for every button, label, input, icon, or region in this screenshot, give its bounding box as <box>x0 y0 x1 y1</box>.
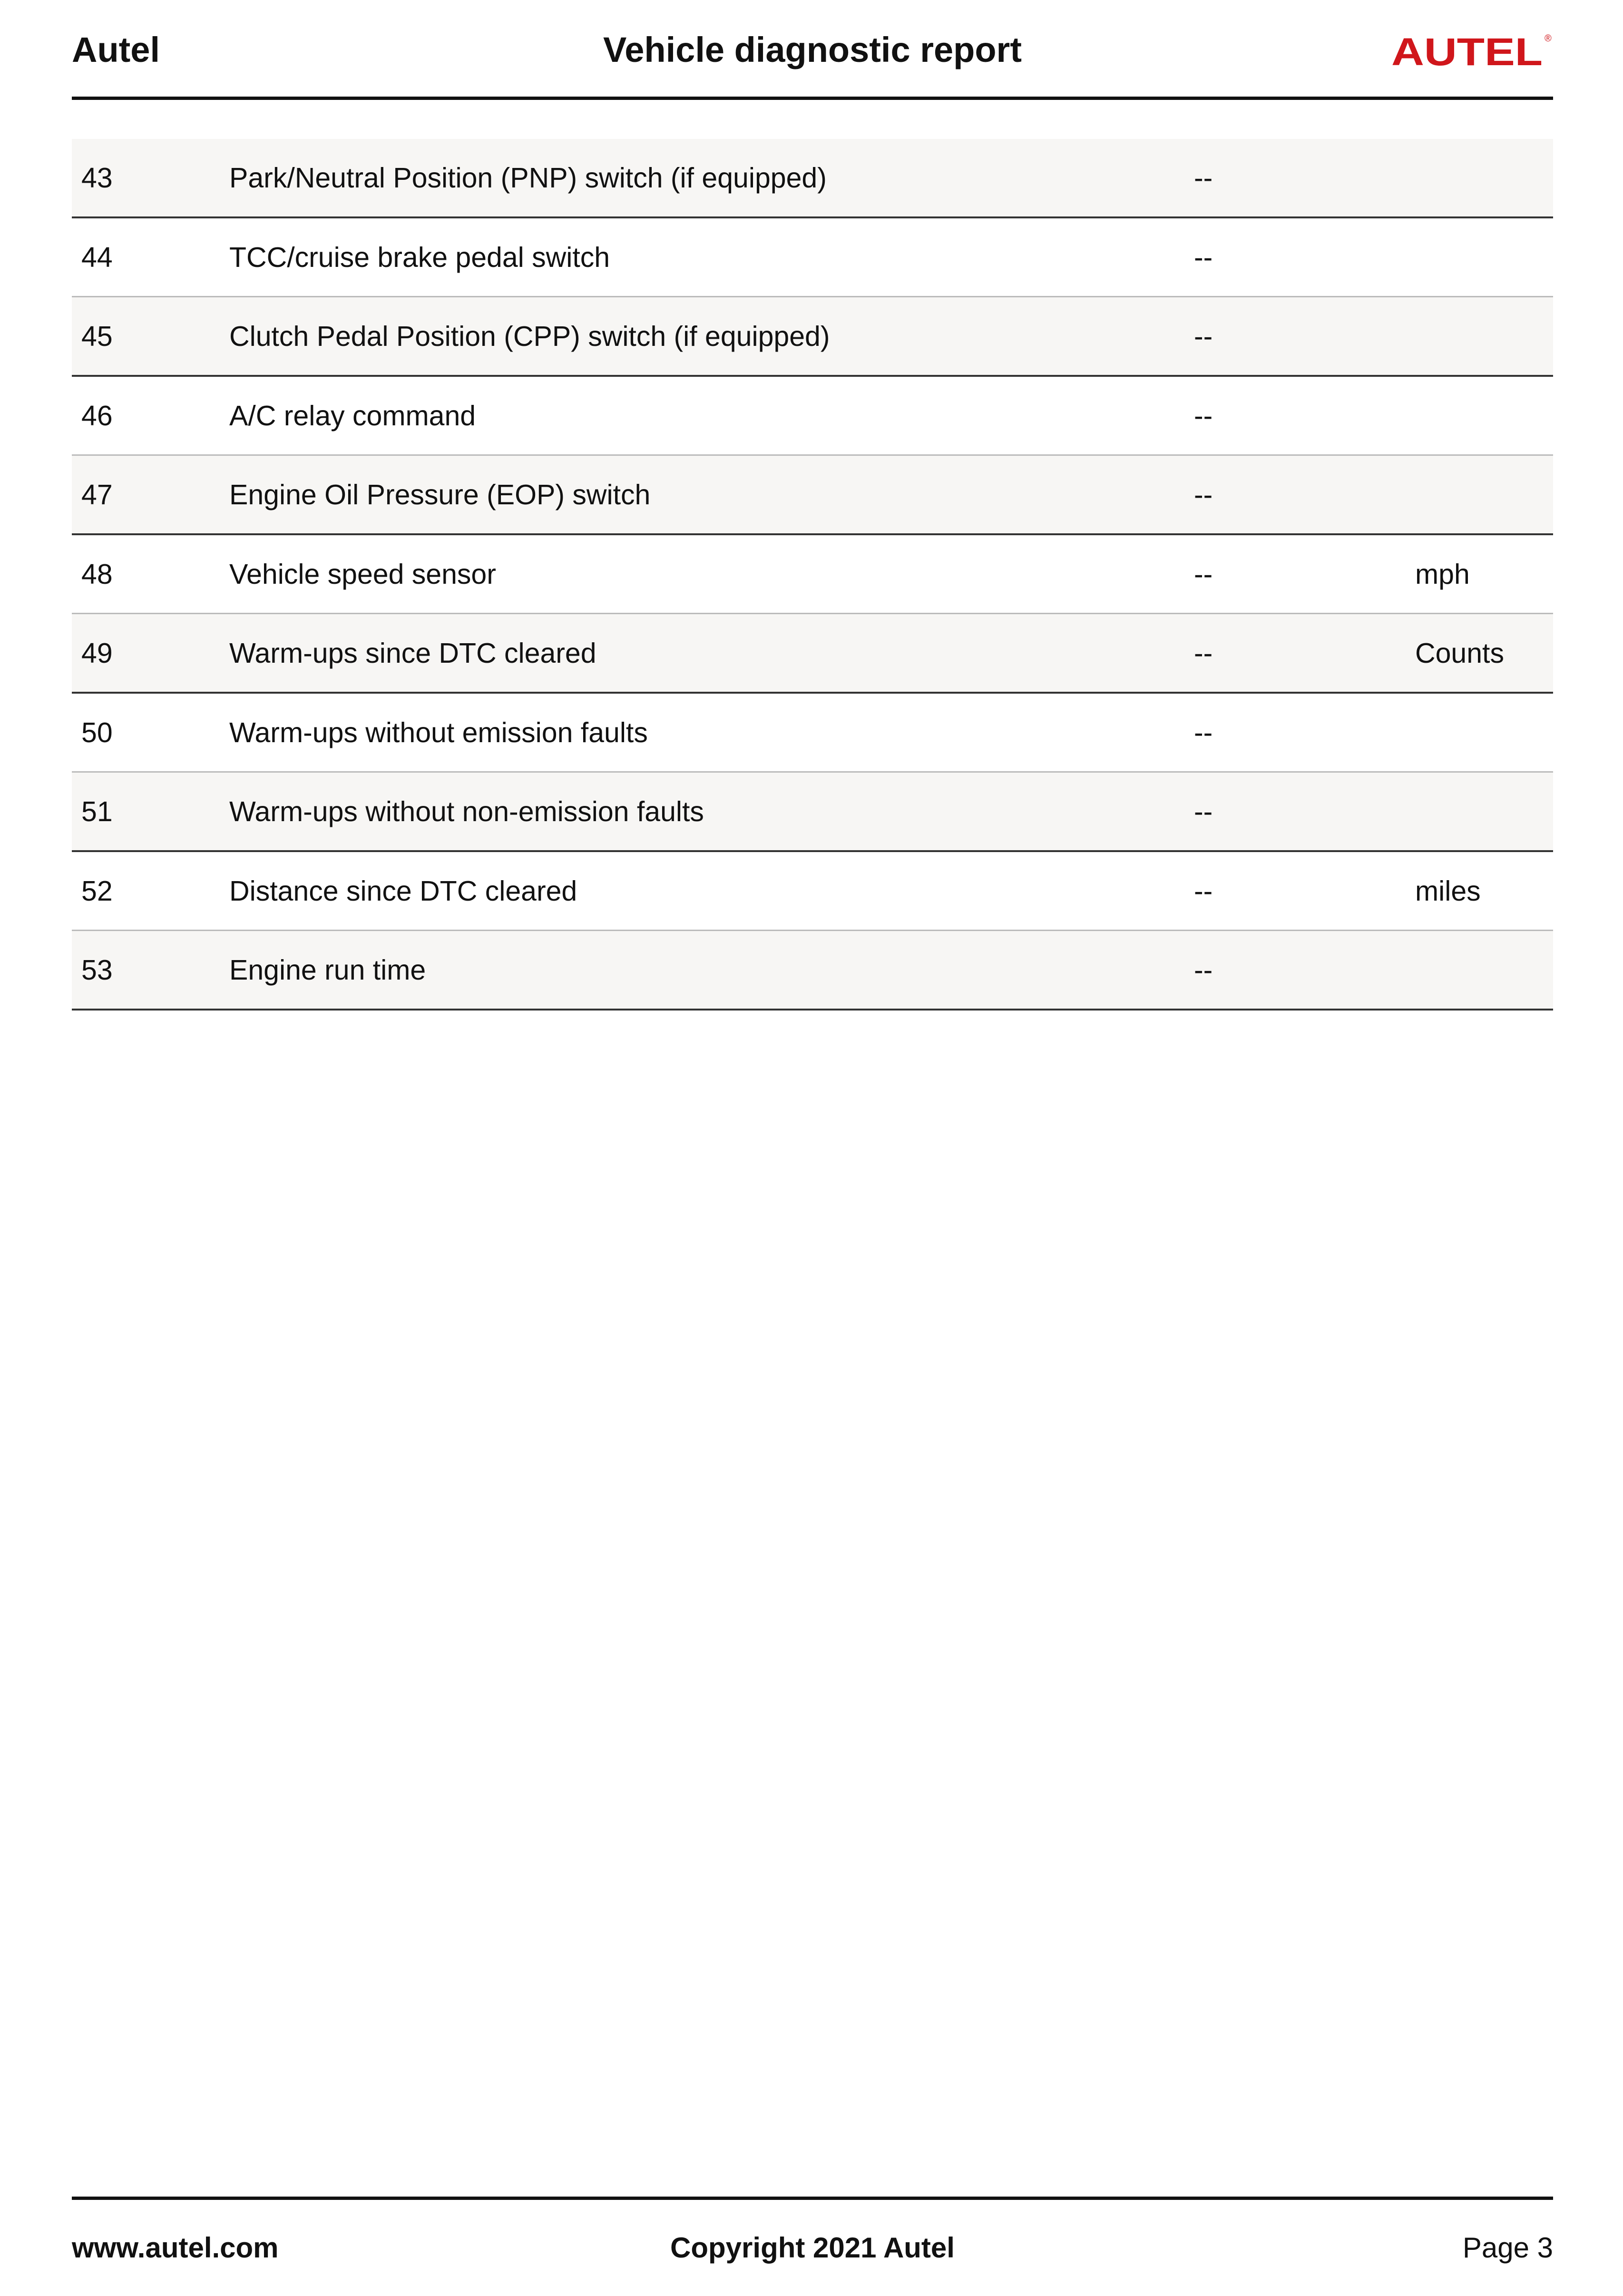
row-number: 52 <box>72 851 229 931</box>
table-row <box>72 693 1553 772</box>
parameter-unit <box>1415 772 1553 852</box>
table-row <box>72 851 1553 931</box>
parameter-unit <box>1415 931 1553 1010</box>
table-row <box>72 931 1553 1010</box>
parameter-name: Distance since DTC cleared <box>229 851 1194 931</box>
parameter-unit: mph <box>1415 534 1553 614</box>
parameter-value: -- <box>1194 772 1415 852</box>
page-number: Page 3 <box>1462 2232 1553 2264</box>
parameter-name: Vehicle speed sensor <box>229 534 1194 614</box>
parameter-name: Park/Neutral Position (PNP) switch (if equipped) <box>229 139 1194 217</box>
parameter-name: A/C relay command <box>229 376 1194 455</box>
parameter-value: -- <box>1194 534 1415 614</box>
parameter-value: -- <box>1194 931 1415 1010</box>
parameter-value: -- <box>1194 693 1415 772</box>
copyright: Copyright 2021 Autel <box>670 2232 955 2264</box>
parameter-value: -- <box>1194 376 1415 455</box>
parameter-value: -- <box>1194 139 1415 217</box>
parameter-unit: miles <box>1415 851 1553 931</box>
row-number: 44 <box>72 217 229 297</box>
row-number: 47 <box>72 455 229 535</box>
parameter-value: -- <box>1194 217 1415 297</box>
table-row <box>72 534 1553 614</box>
row-number: 43 <box>72 139 229 217</box>
row-number: 53 <box>72 931 229 1010</box>
diagnostic-table <box>72 139 1553 1011</box>
svg-text:AUTEL: AUTEL <box>1391 30 1543 73</box>
svg-text:®: ® <box>1545 33 1552 44</box>
row-number: 49 <box>72 614 229 693</box>
parameter-name: Warm-ups without emission faults <box>229 693 1194 772</box>
parameter-name: TCC/cruise brake pedal switch <box>229 217 1194 297</box>
parameter-unit <box>1415 139 1553 217</box>
header-divider <box>72 97 1553 100</box>
page-title: Vehicle diagnostic report <box>603 30 1022 69</box>
parameter-value: -- <box>1194 851 1415 931</box>
parameter-name: Engine run time <box>229 931 1194 1010</box>
header-brand: Autel <box>72 30 160 69</box>
table-row <box>72 772 1553 852</box>
parameter-unit <box>1415 297 1553 376</box>
footer-divider <box>72 2197 1553 2200</box>
parameter-unit <box>1415 693 1553 772</box>
autel-logo <box>1391 30 1553 73</box>
row-number: 50 <box>72 693 229 772</box>
row-number: 51 <box>72 772 229 852</box>
table-row <box>72 614 1553 693</box>
table-row <box>72 217 1553 297</box>
table-row <box>72 139 1553 217</box>
row-number: 46 <box>72 376 229 455</box>
table-row <box>72 376 1553 455</box>
page-header <box>72 26 1553 74</box>
parameter-value: -- <box>1194 614 1415 693</box>
parameter-name: Warm-ups since DTC cleared <box>229 614 1194 693</box>
parameter-unit: Counts <box>1415 614 1553 693</box>
parameter-unit <box>1415 376 1553 455</box>
parameter-name: Clutch Pedal Position (CPP) switch (if equipped) <box>229 297 1194 376</box>
table-row <box>72 455 1553 535</box>
website-link[interactable]: www.autel.com <box>72 2232 279 2264</box>
table-row <box>72 297 1553 376</box>
page-footer <box>72 2227 1553 2269</box>
parameter-name: Warm-ups without non-emission faults <box>229 772 1194 852</box>
row-number: 48 <box>72 534 229 614</box>
parameter-unit <box>1415 217 1553 297</box>
parameter-value: -- <box>1194 455 1415 535</box>
parameter-name: Engine Oil Pressure (EOP) switch <box>229 455 1194 535</box>
parameter-unit <box>1415 455 1553 535</box>
row-number: 45 <box>72 297 229 376</box>
parameter-value: -- <box>1194 297 1415 376</box>
